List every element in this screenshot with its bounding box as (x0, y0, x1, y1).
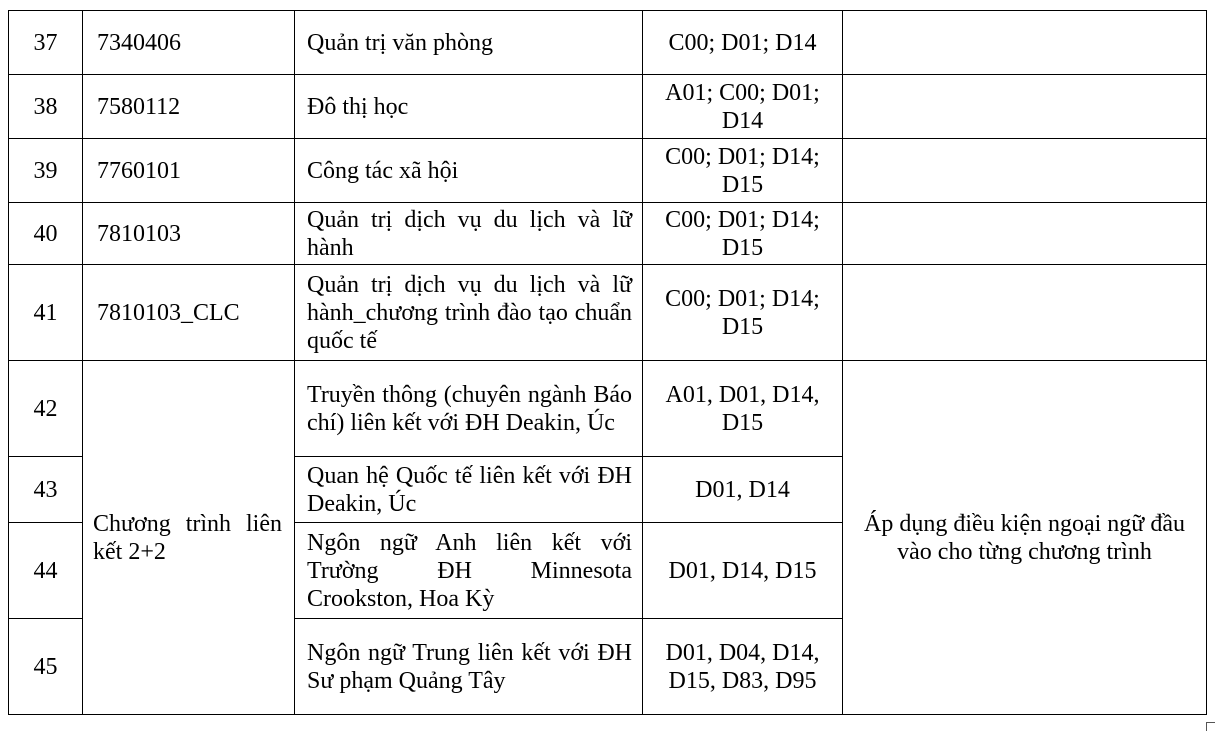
subject-combination: C00; D01; D14; D15 (643, 139, 843, 203)
row-number: 37 (9, 11, 83, 75)
major-code: 7340406 (83, 11, 295, 75)
subject-combination: C00; D01; D14; D15 (643, 265, 843, 361)
major-name: Truyền thông (chuyên ngành Báo chí) liên kết với ĐH Deakin, Úc (295, 361, 643, 457)
subject-combination: A01; C00; D01; D14 (643, 75, 843, 139)
table-row (9, 139, 1207, 203)
major-name: Quản trị dịch vụ du lịch và lữ hành (295, 203, 643, 265)
row-number: 45 (9, 619, 83, 715)
row-number: 43 (9, 457, 83, 523)
row-number: 38 (9, 75, 83, 139)
table-row (9, 265, 1207, 361)
subject-combination: A01, D01, D14, D15 (643, 361, 843, 457)
major-name: Quản trị văn phòng (295, 11, 643, 75)
note-cell (843, 75, 1207, 139)
subject-combination: D01, D04, D14, D15, D83, D95 (643, 619, 843, 715)
major-name: Quan hệ Quốc tế liên kết với ĐH Deakin, Úc (295, 457, 643, 523)
major-name: Ngôn ngữ Trung liên kết với ĐH Sư phạm Quảng Tây (295, 619, 643, 715)
note-cell (843, 265, 1207, 361)
major-code: 7760101 (83, 139, 295, 203)
major-code: 7810103_CLC (83, 265, 295, 361)
joint-program-label: Chương trình liên kết 2+2 (83, 361, 295, 715)
row-number: 39 (9, 139, 83, 203)
major-code: 7580112 (83, 75, 295, 139)
subject-combination: C00; D01; D14 (643, 11, 843, 75)
major-name: Đô thị học (295, 75, 643, 139)
subject-combination: D01, D14, D15 (643, 523, 843, 619)
row-number: 41 (9, 265, 83, 361)
subject-combination: C00; D01; D14; D15 (643, 203, 843, 265)
joint-program-note: Áp dụng điều kiện ngoại ngữ đầu vào cho từng chương trình (843, 361, 1207, 715)
page-corner-mark (1206, 722, 1215, 731)
table-row (9, 75, 1207, 139)
row-number: 42 (9, 361, 83, 457)
row-number: 44 (9, 523, 83, 619)
row-number: 40 (9, 203, 83, 265)
table-row (9, 361, 1207, 457)
major-name: Ngôn ngữ Anh liên kết với Trường ĐH Minnesota Crookston, Hoa Kỳ (295, 523, 643, 619)
major-name: Quản trị dịch vụ du lịch và lữ hành_chương trình đào tạo chuẩn quốc tế (295, 265, 643, 361)
table-row (9, 11, 1207, 75)
admissions-table (8, 10, 1207, 715)
table-row (9, 203, 1207, 265)
note-cell (843, 203, 1207, 265)
note-cell (843, 11, 1207, 75)
subject-combination: D01, D14 (643, 457, 843, 523)
major-name: Công tác xã hội (295, 139, 643, 203)
major-code: 7810103 (83, 203, 295, 265)
note-cell (843, 139, 1207, 203)
